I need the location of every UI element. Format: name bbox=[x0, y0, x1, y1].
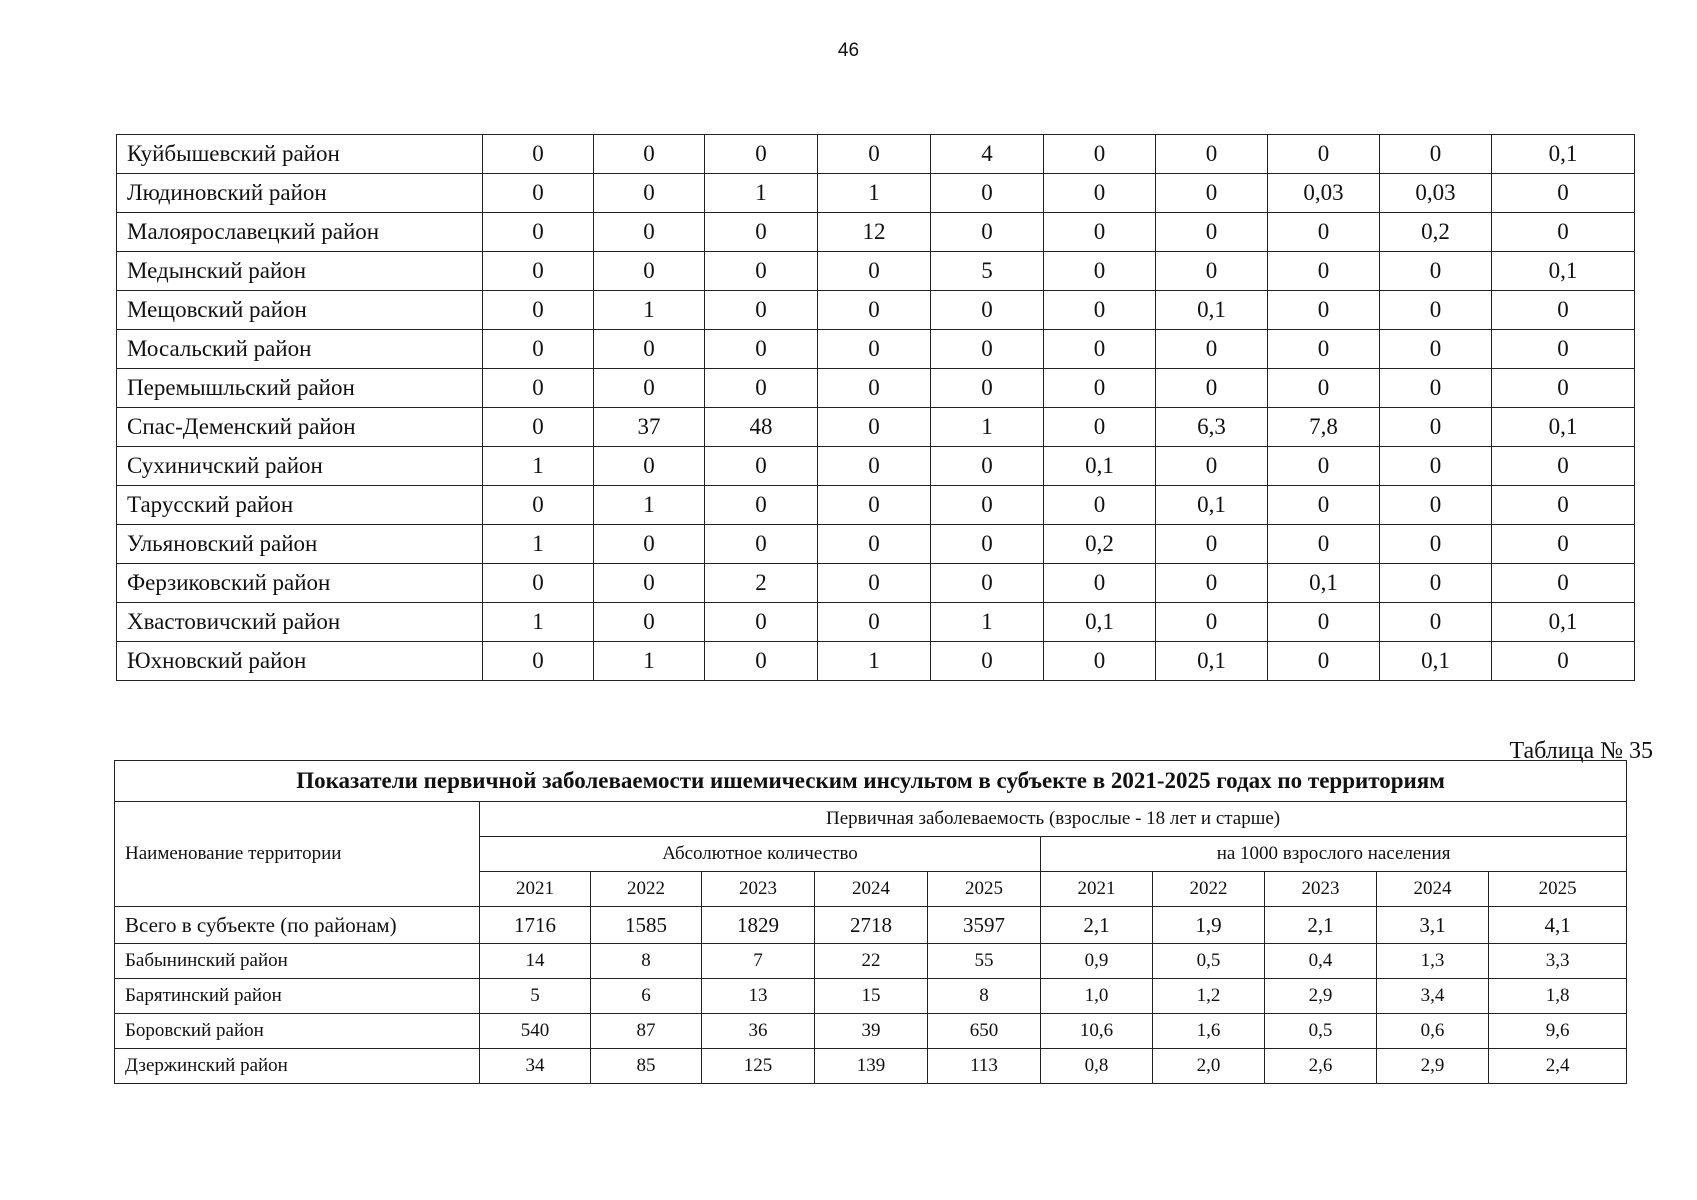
table-cell: 0 bbox=[1044, 252, 1156, 291]
territory-name: Боровский район bbox=[115, 1014, 480, 1049]
district-name: Ферзиковский район bbox=[117, 564, 483, 603]
table-cell: 0 bbox=[594, 564, 705, 603]
table-cell: 7 bbox=[702, 944, 815, 979]
table-cell: 0 bbox=[1380, 447, 1492, 486]
table-cell: 0 bbox=[705, 525, 818, 564]
table-cell: 0 bbox=[1044, 486, 1156, 525]
table-cell: 0 bbox=[1156, 603, 1268, 642]
table-cell: 0,1 bbox=[1156, 486, 1268, 525]
year-header: 2024 bbox=[1377, 872, 1489, 907]
table-cell: 0 bbox=[594, 252, 705, 291]
table-cell: 0 bbox=[1044, 564, 1156, 603]
territory-name: Барятинский район bbox=[115, 979, 480, 1014]
table-cell: 0 bbox=[594, 603, 705, 642]
page-number: 46 bbox=[837, 40, 860, 61]
table-cell: 0 bbox=[705, 252, 818, 291]
year-header: 2025 bbox=[1489, 872, 1627, 907]
table-cell: 39 bbox=[815, 1014, 928, 1049]
table-cell: 0,03 bbox=[1268, 174, 1380, 213]
table-cell: 2,9 bbox=[1377, 1049, 1489, 1084]
year-header: 2021 bbox=[480, 872, 591, 907]
table-cell: 125 bbox=[702, 1049, 815, 1084]
table-cell: 139 bbox=[815, 1049, 928, 1084]
table-cell: 1,8 bbox=[1489, 979, 1627, 1014]
district-name: Хвастовичский район bbox=[117, 603, 483, 642]
table-cell: 0 bbox=[818, 291, 931, 330]
table-cell: 0 bbox=[1380, 525, 1492, 564]
district-name: Медынский район bbox=[117, 252, 483, 291]
table-cell: 2718 bbox=[815, 907, 928, 944]
table-cell: 0 bbox=[1044, 330, 1156, 369]
table-row bbox=[117, 252, 1635, 291]
table-cell: 3,1 bbox=[1377, 907, 1489, 944]
table-cell: 0 bbox=[1492, 642, 1635, 681]
table-row bbox=[117, 174, 1635, 213]
table-cell: 0 bbox=[1156, 525, 1268, 564]
table-cell: 0 bbox=[1380, 135, 1492, 174]
table-cell: 0 bbox=[1044, 369, 1156, 408]
table-row bbox=[115, 944, 1627, 979]
table-cell: 0 bbox=[1380, 330, 1492, 369]
year-header: 2022 bbox=[591, 872, 702, 907]
table-row bbox=[117, 213, 1635, 252]
table-cell: 2,1 bbox=[1265, 907, 1377, 944]
table-cell: 0,2 bbox=[1044, 525, 1156, 564]
table-cell: 0 bbox=[483, 408, 594, 447]
table-cell: 0,03 bbox=[1380, 174, 1492, 213]
table-cell: 0 bbox=[483, 486, 594, 525]
table-cell: 10,6 bbox=[1041, 1014, 1153, 1049]
year-header: 2021 bbox=[1041, 872, 1153, 907]
group-header: Первичная заболеваемость (взрослые - 18 лет и старше) bbox=[480, 802, 1627, 837]
table-cell: 0 bbox=[705, 213, 818, 252]
table-cell: 0 bbox=[483, 330, 594, 369]
table-cell: 1 bbox=[818, 642, 931, 681]
table-cell: 0,1 bbox=[1156, 291, 1268, 330]
table-cell: 6,3 bbox=[1156, 408, 1268, 447]
table-row bbox=[117, 408, 1635, 447]
table-cell: 0 bbox=[1156, 135, 1268, 174]
table-cell: 5 bbox=[931, 252, 1044, 291]
table-cell: 0 bbox=[818, 447, 931, 486]
table-cell: 1,9 bbox=[1153, 907, 1265, 944]
table-cell: 0 bbox=[705, 291, 818, 330]
table-cell: 0 bbox=[1044, 291, 1156, 330]
table-cell: 0 bbox=[1044, 174, 1156, 213]
year-header: 2025 bbox=[928, 872, 1041, 907]
table-cell: 0 bbox=[1492, 291, 1635, 330]
table-cell: 0 bbox=[594, 330, 705, 369]
table-cell: 0 bbox=[818, 252, 931, 291]
absolute-header: Абсолютное количество bbox=[480, 837, 1041, 872]
table-cell: 0 bbox=[483, 369, 594, 408]
table-cell: 0 bbox=[1268, 525, 1380, 564]
table-cell: 1716 bbox=[480, 907, 591, 944]
table-cell: 9,6 bbox=[1489, 1014, 1627, 1049]
table-cell: 3597 bbox=[928, 907, 1041, 944]
table-cell: 0,9 bbox=[1041, 944, 1153, 979]
table-cell: 0 bbox=[705, 603, 818, 642]
table-cell: 0 bbox=[594, 135, 705, 174]
table-cell: 2,6 bbox=[1265, 1049, 1377, 1084]
table-cell: 55 bbox=[928, 944, 1041, 979]
table-cell: 0 bbox=[1492, 174, 1635, 213]
table-cell: 0 bbox=[705, 447, 818, 486]
table-cell: 7,8 bbox=[1268, 408, 1380, 447]
table-cell: 0 bbox=[705, 642, 818, 681]
table-cell: 0 bbox=[594, 447, 705, 486]
district-name: Мосальский район bbox=[117, 330, 483, 369]
table-cell: 0 bbox=[1492, 447, 1635, 486]
table-cell: 1829 bbox=[702, 907, 815, 944]
table-row bbox=[115, 1049, 1627, 1084]
table-cell: 0 bbox=[483, 252, 594, 291]
table-cell: 0 bbox=[1044, 135, 1156, 174]
table-cell: 0,1 bbox=[1492, 135, 1635, 174]
table-cell: 0 bbox=[931, 564, 1044, 603]
table-cell: 0 bbox=[705, 135, 818, 174]
table-cell: 1,0 bbox=[1041, 979, 1153, 1014]
table-cell: 0 bbox=[931, 330, 1044, 369]
district-name: Куйбышевский район bbox=[117, 135, 483, 174]
table-cell: 0,1 bbox=[1268, 564, 1380, 603]
table-row bbox=[117, 603, 1635, 642]
table-cell: 0,1 bbox=[1156, 642, 1268, 681]
rate-header: на 1000 взрослого населения bbox=[1041, 837, 1627, 872]
table-cell: 0 bbox=[594, 369, 705, 408]
table-row bbox=[115, 907, 1627, 944]
table-cell: 0 bbox=[1492, 330, 1635, 369]
table-cell: 0 bbox=[1380, 291, 1492, 330]
table-cell: 0 bbox=[705, 330, 818, 369]
table-cell: 0 bbox=[705, 486, 818, 525]
table-cell: 0 bbox=[1044, 642, 1156, 681]
table-cell: 0,6 bbox=[1377, 1014, 1489, 1049]
year-header: 2024 bbox=[815, 872, 928, 907]
table-cell: 0 bbox=[1268, 642, 1380, 681]
table-cell: 0 bbox=[1492, 564, 1635, 603]
table-cell: 4,1 bbox=[1489, 907, 1627, 944]
table-cell: 3,3 bbox=[1489, 944, 1627, 979]
year-header: 2023 bbox=[702, 872, 815, 907]
table-cell: 0,1 bbox=[1044, 603, 1156, 642]
district-name: Сухиничский район bbox=[117, 447, 483, 486]
table-cell: 15 bbox=[815, 979, 928, 1014]
table-cell: 0 bbox=[1156, 369, 1268, 408]
table-cell: 85 bbox=[591, 1049, 702, 1084]
table-cell: 0 bbox=[1268, 603, 1380, 642]
table-cell: 0 bbox=[483, 213, 594, 252]
table-cell: 0 bbox=[931, 291, 1044, 330]
table-row bbox=[117, 525, 1635, 564]
table-cell: 0 bbox=[483, 135, 594, 174]
table-cell: 0 bbox=[1156, 252, 1268, 291]
table-cell: 0,1 bbox=[1492, 603, 1635, 642]
table-cell: 5 bbox=[480, 979, 591, 1014]
table-row bbox=[117, 486, 1635, 525]
table-cell: 0 bbox=[818, 525, 931, 564]
year-header: 2023 bbox=[1265, 872, 1377, 907]
table-cell: 650 bbox=[928, 1014, 1041, 1049]
district-name: Мещовский район bbox=[117, 291, 483, 330]
table-cell: 0 bbox=[818, 603, 931, 642]
table-cell: 0 bbox=[1492, 369, 1635, 408]
table-cell: 1,6 bbox=[1153, 1014, 1265, 1049]
table-cell: 0 bbox=[1380, 369, 1492, 408]
table-cell: 0 bbox=[1380, 408, 1492, 447]
table-cell: 3,4 bbox=[1377, 979, 1489, 1014]
table-cell: 0,1 bbox=[1492, 408, 1635, 447]
table-cell: 34 bbox=[480, 1049, 591, 1084]
table-cell: 1 bbox=[931, 603, 1044, 642]
table-cell: 0 bbox=[1380, 564, 1492, 603]
table-cell: 0 bbox=[1156, 213, 1268, 252]
table-cell: 0 bbox=[931, 447, 1044, 486]
table-row bbox=[117, 330, 1635, 369]
table-cell: 0 bbox=[1044, 408, 1156, 447]
table-cell: 0 bbox=[818, 408, 931, 447]
district-name: Тарусский район bbox=[117, 486, 483, 525]
table-cell: 0 bbox=[1268, 252, 1380, 291]
table-cell: 2,1 bbox=[1041, 907, 1153, 944]
district-name: Спас-Деменский район bbox=[117, 408, 483, 447]
table-cell: 87 bbox=[591, 1014, 702, 1049]
table-cell: 0 bbox=[594, 174, 705, 213]
table-cell: 0 bbox=[1268, 369, 1380, 408]
table-cell: 0 bbox=[818, 486, 931, 525]
table-title: Показатели первичной заболеваемости ишемическим инсультом в субъекте в 2021-2025 годах по территориям bbox=[115, 761, 1627, 802]
table-cell: 12 bbox=[818, 213, 931, 252]
table-cell: 0 bbox=[931, 174, 1044, 213]
table-cell: 1 bbox=[594, 291, 705, 330]
table-cell: 0,1 bbox=[1380, 642, 1492, 681]
table-cell: 0 bbox=[931, 213, 1044, 252]
table-cell: 0 bbox=[818, 330, 931, 369]
table-cell: 0 bbox=[818, 564, 931, 603]
table-cell: 0 bbox=[1492, 525, 1635, 564]
district-name: Людиновский район bbox=[117, 174, 483, 213]
table-cell: 48 bbox=[705, 408, 818, 447]
district-table-continued bbox=[116, 134, 1635, 681]
table-row bbox=[117, 447, 1635, 486]
table-row bbox=[117, 135, 1635, 174]
table-cell: 0 bbox=[483, 291, 594, 330]
table-cell: 0,1 bbox=[1044, 447, 1156, 486]
year-header: 2022 bbox=[1153, 872, 1265, 907]
table-cell: 0 bbox=[931, 369, 1044, 408]
table-cell: 0 bbox=[1156, 174, 1268, 213]
table-cell: 2 bbox=[705, 564, 818, 603]
table-cell: 0 bbox=[483, 174, 594, 213]
table-cell: 0 bbox=[1380, 486, 1492, 525]
table-row bbox=[117, 564, 1635, 603]
district-name: Перемышльский район bbox=[117, 369, 483, 408]
table-cell: 0 bbox=[1156, 330, 1268, 369]
table-cell: 0 bbox=[594, 213, 705, 252]
table-cell: 37 bbox=[594, 408, 705, 447]
table-cell: 2,0 bbox=[1153, 1049, 1265, 1084]
table-cell: 0 bbox=[931, 642, 1044, 681]
table-cell: 0 bbox=[818, 369, 931, 408]
table-cell: 0 bbox=[1044, 213, 1156, 252]
table-cell: 0,5 bbox=[1153, 944, 1265, 979]
table-cell: 0 bbox=[1268, 213, 1380, 252]
table-cell: 0 bbox=[594, 525, 705, 564]
table-cell: 0 bbox=[1268, 135, 1380, 174]
table-cell: 1 bbox=[483, 447, 594, 486]
table-cell: 0,5 bbox=[1265, 1014, 1377, 1049]
table-cell: 0,8 bbox=[1041, 1049, 1153, 1084]
district-name: Юхновский район bbox=[117, 642, 483, 681]
table-cell: 0 bbox=[1268, 486, 1380, 525]
table-cell: 540 bbox=[480, 1014, 591, 1049]
table-cell: 0 bbox=[931, 525, 1044, 564]
table-cell: 0 bbox=[1492, 486, 1635, 525]
table-cell: 1 bbox=[483, 525, 594, 564]
table-cell: 0 bbox=[1268, 291, 1380, 330]
table-cell: 113 bbox=[928, 1049, 1041, 1084]
table-cell: 2,9 bbox=[1265, 979, 1377, 1014]
table-caption: Таблица № 35 bbox=[1509, 738, 1653, 764]
table-cell: 0 bbox=[1492, 213, 1635, 252]
table-cell: 2,4 bbox=[1489, 1049, 1627, 1084]
table-cell: 0 bbox=[1156, 564, 1268, 603]
table-cell: 4 bbox=[931, 135, 1044, 174]
table-cell: 36 bbox=[702, 1014, 815, 1049]
table-cell: 6 bbox=[591, 979, 702, 1014]
territory-header: Наименование территории bbox=[115, 802, 480, 907]
table-cell: 0 bbox=[1156, 447, 1268, 486]
table-cell: 0 bbox=[483, 642, 594, 681]
ischemic-stroke-table bbox=[114, 760, 1627, 1084]
table-cell: 1,2 bbox=[1153, 979, 1265, 1014]
table-cell: 8 bbox=[591, 944, 702, 979]
table-cell: 0,1 bbox=[1492, 252, 1635, 291]
table-cell: 0 bbox=[705, 369, 818, 408]
table-cell: 1,3 bbox=[1377, 944, 1489, 979]
table-row bbox=[115, 1014, 1627, 1049]
table-cell: 0 bbox=[1380, 252, 1492, 291]
table-cell: 0 bbox=[1268, 330, 1380, 369]
table-cell: 1585 bbox=[591, 907, 702, 944]
table-cell: 0 bbox=[483, 564, 594, 603]
table-row bbox=[115, 979, 1627, 1014]
table-cell: 0 bbox=[1380, 603, 1492, 642]
table-row bbox=[117, 369, 1635, 408]
table-cell: 14 bbox=[480, 944, 591, 979]
table-cell: 8 bbox=[928, 979, 1041, 1014]
table-cell: 0 bbox=[818, 135, 931, 174]
territory-name: Всего в субъекте (по районам) bbox=[115, 907, 480, 944]
table-cell: 0,2 bbox=[1380, 213, 1492, 252]
district-name: Малоярославецкий район bbox=[117, 213, 483, 252]
table-cell: 1 bbox=[818, 174, 931, 213]
table-cell: 1 bbox=[705, 174, 818, 213]
district-name: Ульяновский район bbox=[117, 525, 483, 564]
table-cell: 1 bbox=[594, 642, 705, 681]
table-cell: 0 bbox=[931, 486, 1044, 525]
table-cell: 1 bbox=[931, 408, 1044, 447]
table-cell: 1 bbox=[594, 486, 705, 525]
territory-name: Бабынинский район bbox=[115, 944, 480, 979]
territory-name: Дзержинский район bbox=[115, 1049, 480, 1084]
table-cell: 22 bbox=[815, 944, 928, 979]
table-cell: 0,4 bbox=[1265, 944, 1377, 979]
table-row bbox=[117, 642, 1635, 681]
table-cell: 1 bbox=[483, 603, 594, 642]
table-row bbox=[117, 291, 1635, 330]
table-cell: 13 bbox=[702, 979, 815, 1014]
table-cell: 0 bbox=[1268, 447, 1380, 486]
